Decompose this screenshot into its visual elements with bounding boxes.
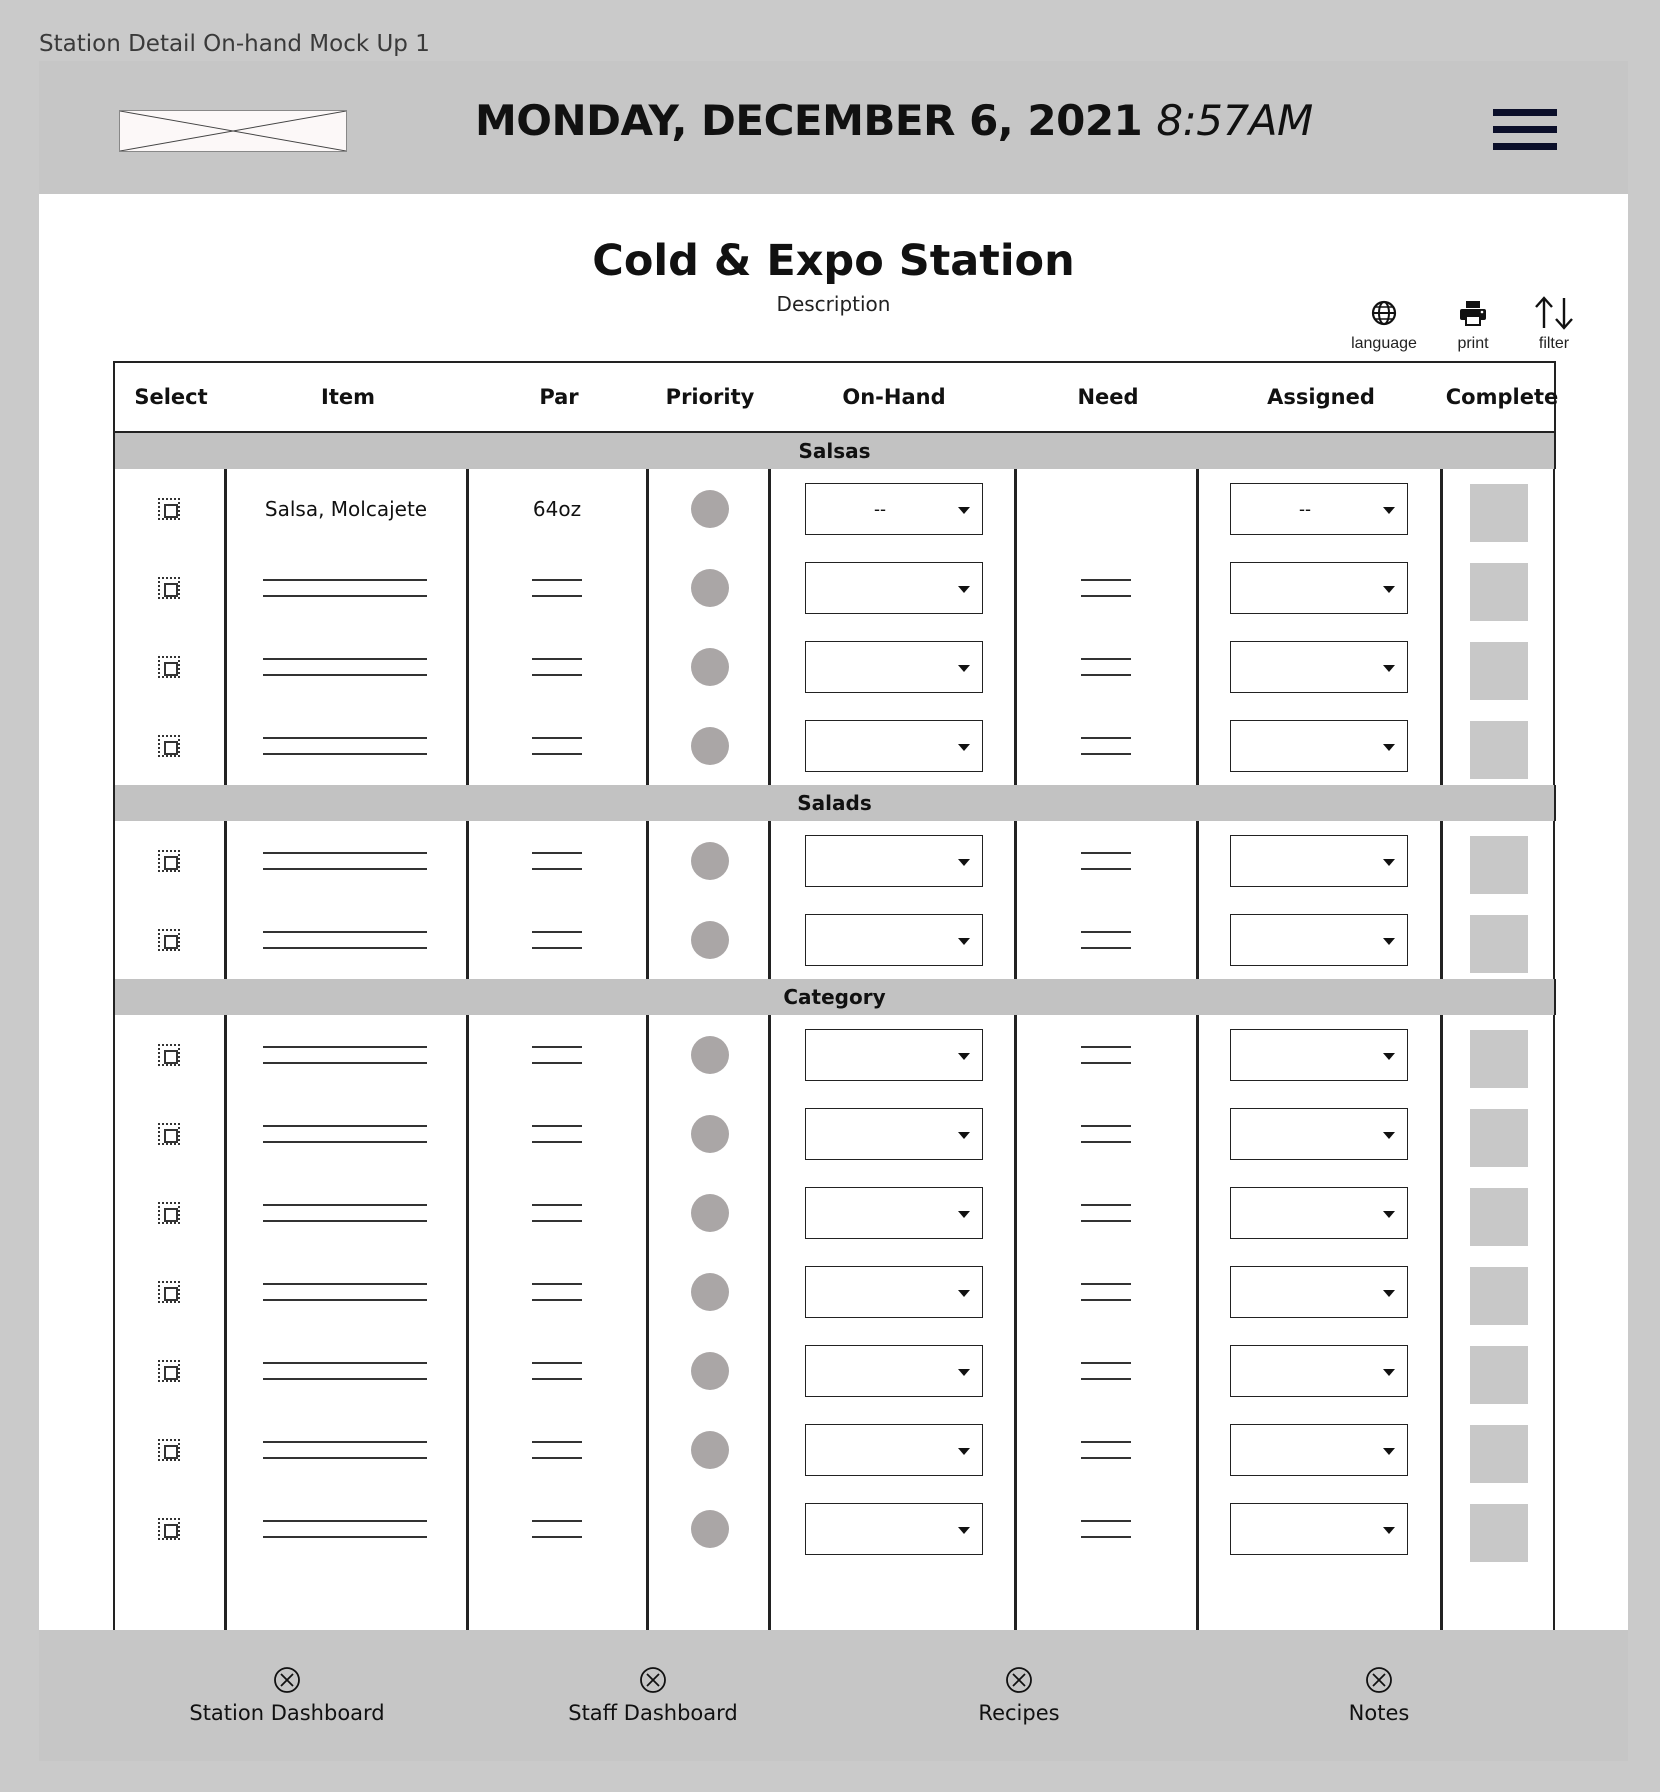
priority-indicator[interactable] [691, 1431, 729, 1469]
par-value: 64oz [532, 497, 582, 521]
caret-down-icon [958, 507, 970, 514]
column-divider [224, 821, 227, 979]
priority-indicator[interactable] [691, 1115, 729, 1153]
item-placeholder [263, 737, 427, 769]
item-placeholder [263, 931, 427, 963]
column-divider [1553, 469, 1555, 785]
need-placeholder [1081, 579, 1131, 611]
bottom-nav [39, 1630, 1628, 1761]
complete-checkbox[interactable] [1470, 1346, 1528, 1404]
caret-down-icon [958, 586, 970, 593]
assigned-dropdown[interactable] [1230, 1029, 1408, 1081]
par-placeholder [532, 931, 582, 963]
col-header-par: Par [539, 385, 579, 409]
need-placeholder [1081, 1441, 1131, 1473]
table-row [113, 1094, 1556, 1173]
col-header-complete: Complete [1445, 385, 1559, 409]
table-row [113, 1331, 1556, 1410]
table-row [113, 1173, 1556, 1252]
nav-recipes[interactable] [889, 1665, 1149, 1725]
table-row [113, 627, 1556, 706]
caret-down-icon [958, 1527, 970, 1534]
priority-indicator[interactable] [691, 921, 729, 959]
caret-down-icon [958, 665, 970, 672]
assigned-dropdown[interactable] [1230, 720, 1408, 772]
need-placeholder [1081, 1204, 1131, 1236]
need-placeholder [1081, 1125, 1131, 1157]
caret-down-icon [1383, 859, 1395, 866]
station-title: Cold & Expo Station [592, 236, 1075, 286]
nav-notes[interactable] [1249, 1665, 1509, 1725]
caret-down-icon [1383, 1527, 1395, 1534]
caret-down-icon [1383, 1448, 1395, 1455]
priority-indicator[interactable] [691, 1352, 729, 1390]
assigned-dropdown[interactable] [1230, 835, 1408, 887]
par-placeholder [532, 852, 582, 884]
on-hand-dropdown[interactable] [805, 1108, 983, 1160]
complete-checkbox[interactable] [1470, 1267, 1528, 1325]
image-placeholder-icon [119, 110, 347, 152]
select-checkbox[interactable] [158, 1044, 180, 1066]
item-placeholder [263, 1362, 427, 1394]
need-placeholder [1081, 658, 1131, 690]
priority-indicator[interactable] [691, 1194, 729, 1232]
assigned-dropdown[interactable] [1230, 483, 1408, 535]
caret-down-icon [958, 1448, 970, 1455]
column-divider [466, 821, 469, 979]
par-placeholder [532, 579, 582, 611]
select-checkbox[interactable] [158, 1123, 180, 1145]
table-row [113, 1252, 1556, 1331]
header-time: 8:57AM [1156, 96, 1313, 145]
circle-x-icon [157, 1665, 417, 1695]
column-divider [768, 469, 771, 785]
select-checkbox[interactable] [158, 850, 180, 872]
priority-indicator[interactable] [691, 1036, 729, 1074]
item-name: Salsa, Molcajete [264, 497, 428, 521]
assigned-dropdown[interactable] [1230, 641, 1408, 693]
filter-label: filter [1538, 335, 1570, 352]
item-placeholder [263, 1441, 427, 1473]
par-placeholder [532, 1204, 582, 1236]
column-divider [1196, 469, 1199, 785]
item-placeholder [263, 579, 427, 611]
assigned-dropdown[interactable] [1230, 1503, 1408, 1555]
table-row [113, 1489, 1556, 1568]
need-placeholder [1081, 1046, 1131, 1078]
column-divider [1196, 821, 1199, 979]
nav-label: Notes [1348, 1701, 1410, 1725]
assigned-dropdown[interactable] [1230, 562, 1408, 614]
complete-checkbox[interactable] [1470, 563, 1528, 621]
select-checkbox[interactable] [158, 929, 180, 951]
table-row [113, 706, 1556, 785]
par-placeholder [532, 1283, 582, 1315]
caret-down-icon [1383, 507, 1395, 514]
complete-checkbox[interactable] [1470, 1425, 1528, 1483]
item-placeholder [263, 1046, 427, 1078]
column-divider [646, 821, 649, 979]
par-placeholder [532, 1046, 582, 1078]
on-hand-dropdown[interactable] [805, 641, 983, 693]
column-divider [1553, 821, 1555, 979]
table-row [113, 1410, 1556, 1489]
par-placeholder [532, 1520, 582, 1552]
filter-button[interactable] [1509, 293, 1599, 353]
table-row [113, 821, 1556, 900]
complete-checkbox[interactable] [1470, 1109, 1528, 1167]
priority-indicator[interactable] [691, 1510, 729, 1548]
complete-checkbox[interactable] [1470, 1504, 1528, 1562]
on-hand-dropdown[interactable] [805, 562, 983, 614]
item-placeholder [263, 1520, 427, 1552]
select-checkbox[interactable] [158, 577, 180, 599]
nav-label: Recipes [978, 1701, 1060, 1725]
table-row [113, 548, 1556, 627]
on-hand-dropdown[interactable] [805, 1187, 983, 1239]
caret-down-icon [958, 859, 970, 866]
circle-x-icon [523, 1665, 783, 1695]
item-placeholder [263, 1204, 427, 1236]
table-header [113, 361, 1559, 433]
table-row [113, 900, 1556, 979]
on-hand-dropdown[interactable] [805, 914, 983, 966]
on-hand-dropdown[interactable] [805, 1424, 983, 1476]
col-header-priority: Priority [665, 385, 755, 409]
header-datetime [475, 96, 1313, 145]
col-header-on-hand: On-Hand [842, 385, 946, 409]
caret-down-icon [1383, 1132, 1395, 1139]
column-divider [768, 821, 771, 979]
circle-x-icon [889, 1665, 1149, 1695]
caret-down-icon [958, 1132, 970, 1139]
column-divider [1440, 821, 1443, 979]
nav-label: Staff Dashboard [568, 1701, 738, 1725]
caret-down-icon [958, 1369, 970, 1376]
need-placeholder [1081, 737, 1131, 769]
circle-x-icon [1249, 1665, 1509, 1695]
need-placeholder [1081, 931, 1131, 963]
caret-down-icon [958, 1290, 970, 1297]
need-placeholder [1081, 1362, 1131, 1394]
complete-checkbox[interactable] [1470, 915, 1528, 973]
table-row [113, 469, 1556, 548]
caret-down-icon [958, 1053, 970, 1060]
on-hand-dropdown[interactable] [805, 1029, 983, 1081]
caret-down-icon [1383, 1290, 1395, 1297]
print-button[interactable] [1428, 293, 1518, 353]
select-checkbox[interactable] [158, 1202, 180, 1224]
need-placeholder [1081, 1283, 1131, 1315]
on-hand-dropdown[interactable] [805, 835, 983, 887]
caret-down-icon [958, 744, 970, 751]
column-divider [224, 469, 227, 785]
select-checkbox[interactable] [158, 656, 180, 678]
select-checkbox[interactable] [158, 1360, 180, 1382]
language-label: language [1351, 335, 1417, 352]
par-placeholder [532, 737, 582, 769]
assigned-dropdown[interactable] [1230, 1424, 1408, 1476]
assigned-dropdown[interactable] [1230, 1266, 1408, 1318]
category-header: Category [113, 979, 1556, 1015]
caret-down-icon [1383, 1053, 1395, 1060]
item-placeholder [263, 1125, 427, 1157]
caret-down-icon [1383, 586, 1395, 593]
item-placeholder [263, 852, 427, 884]
nav-station-dashboard[interactable] [157, 1665, 417, 1725]
col-header-item: Item [321, 385, 375, 409]
language-button[interactable] [1339, 293, 1429, 353]
header-date: MONDAY, DECEMBER 6, 2021 [475, 96, 1143, 145]
par-placeholder [532, 658, 582, 690]
assigned-dropdown[interactable] [1230, 1108, 1408, 1160]
column-divider [1014, 469, 1017, 785]
column-divider [1014, 821, 1017, 979]
column-divider [466, 469, 469, 785]
column-divider [113, 821, 115, 979]
assigned-value: -- [1299, 499, 1311, 519]
category-header: Salads [113, 785, 1556, 821]
complete-checkbox[interactable] [1470, 721, 1528, 779]
complete-checkbox[interactable] [1470, 642, 1528, 700]
caret-down-icon [958, 1211, 970, 1218]
nav-label: Station Dashboard [189, 1701, 385, 1725]
on-hand-table [113, 361, 1559, 1761]
par-placeholder [532, 1125, 582, 1157]
column-divider [646, 469, 649, 785]
category-header: Salsas [113, 433, 1556, 469]
par-placeholder [532, 1441, 582, 1473]
col-header-assigned: Assigned [1267, 385, 1375, 409]
need-placeholder [1081, 852, 1131, 884]
item-placeholder [263, 1283, 427, 1315]
need-placeholder [1081, 1520, 1131, 1552]
on-hand-dropdown[interactable] [805, 1503, 983, 1555]
caret-down-icon [1383, 1369, 1395, 1376]
printer-icon [1428, 293, 1518, 333]
hamburger-menu-icon[interactable] [1493, 109, 1557, 151]
top-bar [39, 61, 1628, 194]
table-row [113, 1015, 1556, 1094]
on-hand-dropdown[interactable] [805, 1345, 983, 1397]
on-hand-dropdown[interactable] [805, 720, 983, 772]
par-placeholder [532, 1362, 582, 1394]
column-divider [113, 469, 115, 785]
select-checkbox[interactable] [158, 498, 180, 520]
item-placeholder [263, 658, 427, 690]
mock-label: Station Detail On-hand Mock Up 1 [39, 31, 430, 57]
caret-down-icon [1383, 744, 1395, 751]
priority-indicator[interactable] [691, 569, 729, 607]
station-description: Description [776, 292, 891, 316]
caret-down-icon [1383, 1211, 1395, 1218]
select-checkbox[interactable] [158, 1281, 180, 1303]
priority-indicator[interactable] [691, 727, 729, 765]
priority-indicator[interactable] [691, 648, 729, 686]
complete-checkbox[interactable] [1470, 1188, 1528, 1246]
caret-down-icon [958, 938, 970, 945]
select-checkbox[interactable] [158, 1439, 180, 1461]
col-header-need: Need [1077, 385, 1139, 409]
on-hand-dropdown[interactable] [805, 483, 983, 535]
globe-icon [1339, 293, 1429, 333]
on-hand-dropdown[interactable] [805, 1266, 983, 1318]
select-checkbox[interactable] [158, 1518, 180, 1540]
priority-indicator[interactable] [691, 842, 729, 880]
sort-arrows-icon [1509, 293, 1599, 333]
priority-indicator[interactable] [691, 1273, 729, 1311]
select-checkbox[interactable] [158, 735, 180, 757]
column-divider [1440, 469, 1443, 785]
assigned-dropdown[interactable] [1230, 914, 1408, 966]
col-header-select: Select [134, 385, 208, 409]
nav-staff-dashboard[interactable] [523, 1665, 783, 1725]
assigned-dropdown[interactable] [1230, 1187, 1408, 1239]
caret-down-icon [1383, 938, 1395, 945]
complete-checkbox[interactable] [1470, 484, 1528, 542]
caret-down-icon [1383, 665, 1395, 672]
complete-checkbox[interactable] [1470, 1030, 1528, 1088]
app-frame [39, 61, 1628, 1761]
print-label: print [1457, 335, 1489, 352]
priority-indicator[interactable] [691, 490, 729, 528]
assigned-dropdown[interactable] [1230, 1345, 1408, 1397]
on-hand-value: -- [874, 499, 886, 519]
complete-checkbox[interactable] [1470, 836, 1528, 894]
